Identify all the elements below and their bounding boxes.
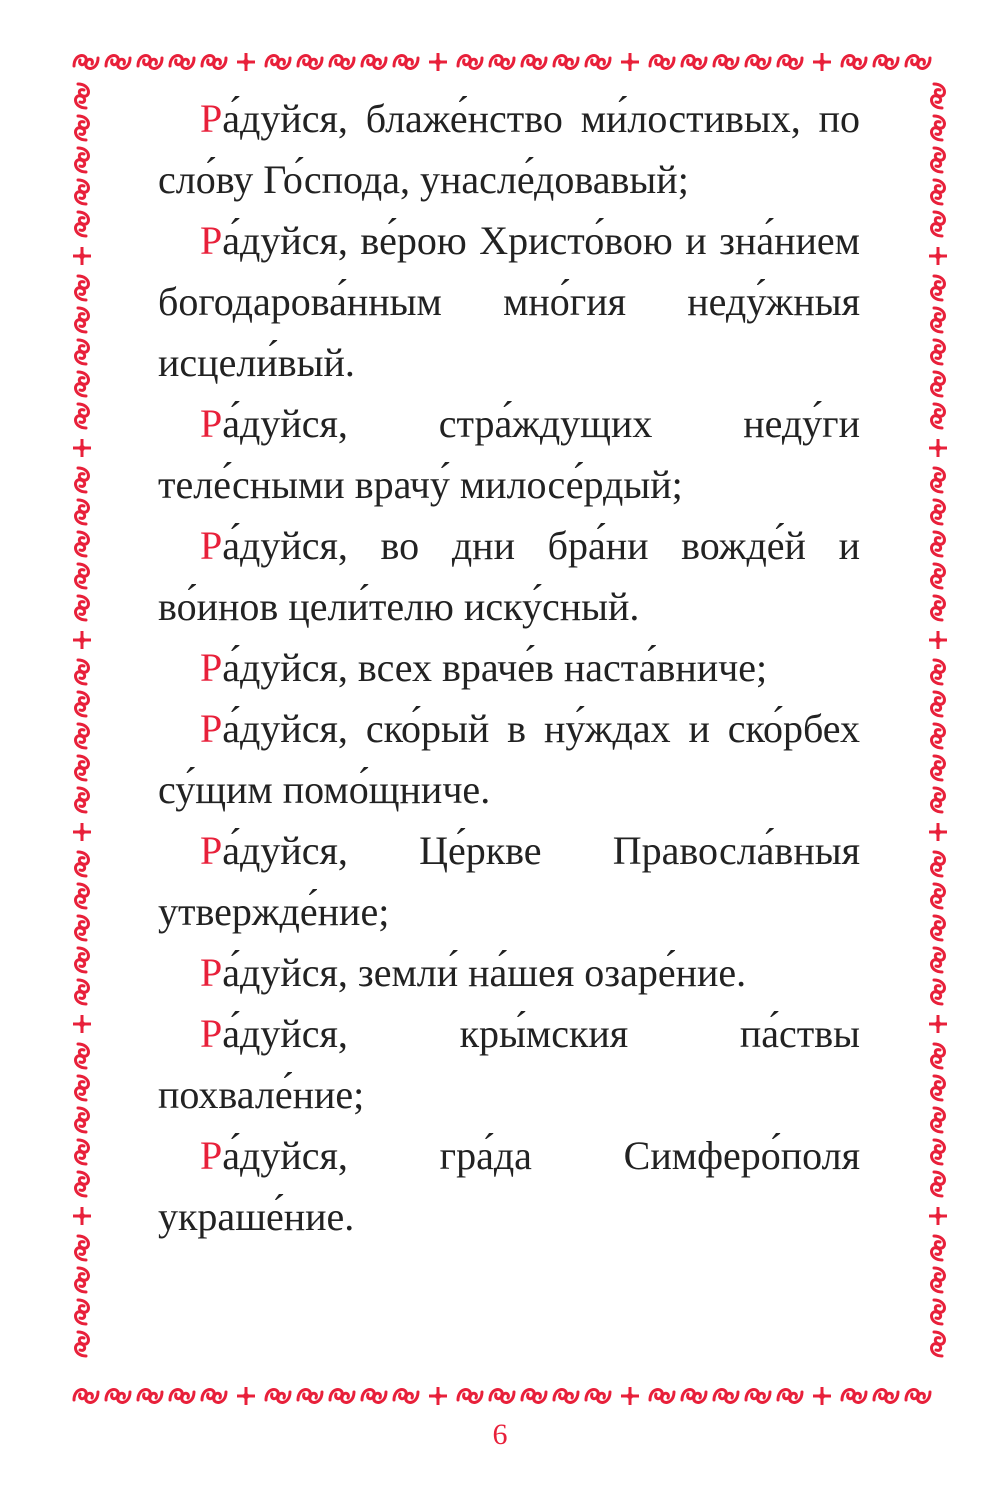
- ornament-motif: [138, 1390, 162, 1403]
- red-initial: Р: [200, 218, 223, 263]
- ornament-motif: [932, 1108, 945, 1132]
- ornament-motif: [76, 1236, 89, 1260]
- ornament-motif: [266, 56, 290, 69]
- ornament-motif: [76, 948, 89, 972]
- red-initial: Р: [200, 706, 223, 751]
- ornament-motif: [586, 1390, 610, 1403]
- ornament-motif: [76, 1108, 89, 1132]
- ornament-motif: [932, 564, 945, 588]
- verse-4: [158, 515, 860, 637]
- ornament-motif: [682, 1390, 706, 1403]
- ornament-motif: [76, 276, 89, 300]
- verse-1: [158, 88, 860, 210]
- ornament-motif: [170, 1390, 194, 1403]
- ornament-motif: [932, 756, 945, 780]
- ornament-motif: [237, 1387, 255, 1405]
- prayer-text: [158, 88, 860, 1247]
- ornament-motif: [394, 1390, 418, 1403]
- ornament-motif: [73, 439, 91, 457]
- ornament-motif: [429, 53, 447, 71]
- ornament-motif: [932, 116, 945, 140]
- ornament-motif: [932, 1268, 945, 1292]
- ornament-motif: [932, 372, 945, 396]
- ornament-motif: [554, 1390, 578, 1403]
- ornament-motif: [621, 1387, 639, 1405]
- ornament-motif: [932, 1076, 945, 1100]
- ornament-motif: [490, 1390, 514, 1403]
- ornament-motif: [76, 724, 89, 748]
- page-number: 6: [492, 1418, 508, 1451]
- ornament-motif: [76, 372, 89, 396]
- verse-5: [158, 637, 860, 698]
- ornament-motif: [932, 308, 945, 332]
- ornament-motif: [932, 340, 945, 364]
- ornament-motif: [76, 788, 89, 812]
- ornament-motif: [932, 1172, 945, 1196]
- ornament-motif: [621, 53, 639, 71]
- ornament-motif: [932, 500, 945, 524]
- ornament-motif: [76, 404, 89, 428]
- ornament-motif: [522, 56, 546, 69]
- ornament-motif: [932, 884, 945, 908]
- verse-8: [158, 942, 860, 1003]
- ornament-motif: [932, 1332, 945, 1356]
- ornament-motif: [76, 660, 89, 684]
- verse-text: а́дуйся, стра́ждущих неду́ги теле́сными врачу́ милосе́рдый;: [158, 401, 860, 507]
- red-initial: Р: [200, 96, 223, 141]
- ornament-motif: [76, 308, 89, 332]
- ornament-motif: [458, 1390, 482, 1403]
- ornament-motif: [76, 148, 89, 172]
- ornament-motif: [429, 1387, 447, 1405]
- ornament-motif: [932, 84, 945, 108]
- ornament-motif: [330, 56, 354, 69]
- ornament-motif: [929, 439, 947, 457]
- ornament-motif: [932, 1300, 945, 1324]
- ornament-motif: [842, 1390, 866, 1403]
- ornament-motif: [76, 84, 89, 108]
- ornament-motif: [76, 756, 89, 780]
- ornament-motif: [76, 1172, 89, 1196]
- verse-text: а́дуйся, гра́да Симферо́поля украше́ние.: [158, 1133, 860, 1239]
- ornament-motif: [298, 1390, 322, 1403]
- verse-text: а́дуйся, ско́рый в ну́ждах и ско́рбех су́щим помо́щниче.: [158, 706, 860, 812]
- ornament-motif: [932, 692, 945, 716]
- red-initial: Р: [200, 828, 223, 873]
- ornament-motif: [76, 212, 89, 236]
- ornament-motif: [76, 1044, 89, 1068]
- ornament-motif: [76, 468, 89, 492]
- red-initial: Р: [200, 645, 223, 690]
- red-initial: Р: [200, 950, 223, 995]
- ornament-motif: [932, 212, 945, 236]
- ornament-motif: [932, 724, 945, 748]
- ornament-motif: [682, 56, 706, 69]
- ornament-motif: [714, 1390, 738, 1403]
- ornament-motif: [813, 53, 831, 71]
- ornament-motif: [76, 884, 89, 908]
- ornament-motif: [746, 1390, 770, 1403]
- ornament-motif: [362, 56, 386, 69]
- ornament-motif: [76, 340, 89, 364]
- ornament-motif: [76, 1332, 89, 1356]
- ornament-motif: [932, 916, 945, 940]
- red-initial: Р: [200, 1011, 223, 1056]
- ornament-motif: [76, 1076, 89, 1100]
- ornament-motif: [266, 1390, 290, 1403]
- ornament-motif: [842, 56, 866, 69]
- ornament-motif: [362, 1390, 386, 1403]
- ornament-motif: [522, 1390, 546, 1403]
- ornament-motif: [73, 1015, 91, 1033]
- ornament-motif: [76, 916, 89, 940]
- ornament-motif: [73, 1207, 91, 1225]
- ornament-motif: [76, 564, 89, 588]
- ornament-motif: [932, 660, 945, 684]
- verse-2: [158, 210, 860, 393]
- ornament-motif: [932, 948, 945, 972]
- ornament-motif: [554, 56, 578, 69]
- ornament-motif: [929, 1207, 947, 1225]
- ornament-motif: [874, 1390, 898, 1403]
- ornament-motif: [76, 692, 89, 716]
- ornament-motif: [170, 56, 194, 69]
- ornament-motif: [74, 1390, 98, 1403]
- verse-text: а́дуйся, кры́мския па́ствы похвале́ние;: [158, 1011, 860, 1117]
- ornament-motif: [813, 1387, 831, 1405]
- ornament-motif: [714, 56, 738, 69]
- ornament-motif: [76, 852, 89, 876]
- ornament-motif: [932, 1140, 945, 1164]
- ornament-motif: [330, 1390, 354, 1403]
- ornament-motif: [650, 56, 674, 69]
- ornament-motif: [778, 56, 802, 69]
- ornament-motif: [76, 116, 89, 140]
- ornament-motif: [106, 1390, 130, 1403]
- ornament-motif: [932, 276, 945, 300]
- ornament-motif: [746, 56, 770, 69]
- verse-text: а́дуйся, во дни бра́ни вожде́й и во́инов цели́телю иску́сный.: [158, 523, 860, 629]
- ornament-motif: [932, 180, 945, 204]
- verse-7: [158, 820, 860, 942]
- ornament-motif: [237, 53, 255, 71]
- ornament-motif: [906, 56, 930, 69]
- ornament-motif: [74, 56, 98, 69]
- ornament-motif: [929, 631, 947, 649]
- ornament-motif: [932, 468, 945, 492]
- verse-text: а́дуйся, Це́ркве Правосла́вныя утвержде́ние;: [158, 828, 860, 934]
- ornament-motif: [138, 56, 162, 69]
- red-initial: Р: [200, 523, 223, 568]
- ornament-motif: [73, 823, 91, 841]
- ornament-motif: [458, 56, 482, 69]
- ornament-motif: [106, 56, 130, 69]
- ornament-motif: [76, 1300, 89, 1324]
- ornament-motif: [932, 532, 945, 556]
- verse-text: а́дуйся, всех враче́в наста́вниче;: [222, 645, 768, 690]
- ornament-motif: [932, 788, 945, 812]
- ornament-motif: [76, 500, 89, 524]
- ornament-motif: [76, 180, 89, 204]
- ornament-motif: [932, 1044, 945, 1068]
- verse-text: а́дуйся, блаже́нство ми́лостивых, по сло́ву Го́спода, унасле́довавый;: [158, 96, 860, 202]
- ornament-motif: [202, 1390, 226, 1403]
- ornament-motif: [586, 56, 610, 69]
- ornament-motif: [76, 980, 89, 1004]
- ornament-motif: [394, 56, 418, 69]
- ornament-motif: [76, 532, 89, 556]
- ornament-motif: [932, 404, 945, 428]
- ornament-motif: [298, 56, 322, 69]
- ornament-motif: [929, 1015, 947, 1033]
- verse-3: [158, 393, 860, 515]
- ornament-motif: [906, 1390, 930, 1403]
- ornament-motif: [76, 596, 89, 620]
- verse-9: [158, 1003, 860, 1125]
- ornament-motif: [929, 823, 947, 841]
- ornament-motif: [932, 1236, 945, 1260]
- ornament-motif: [778, 1390, 802, 1403]
- ornament-motif: [490, 56, 514, 69]
- ornament-motif: [76, 1140, 89, 1164]
- ornament-motif: [202, 56, 226, 69]
- ornament-motif: [76, 1268, 89, 1292]
- ornament-motif: [932, 852, 945, 876]
- verse-text: а́дуйся, земли́ на́шея озаре́ние.: [222, 950, 747, 995]
- ornament-motif: [929, 247, 947, 265]
- ornament-motif: [874, 56, 898, 69]
- red-initial: Р: [200, 1133, 223, 1178]
- ornament-motif: [73, 247, 91, 265]
- verse-6: [158, 698, 860, 820]
- verse-10: [158, 1125, 860, 1247]
- ornament-motif: [932, 148, 945, 172]
- red-initial: Р: [200, 401, 223, 446]
- verse-text: а́дуйся, ве́рою Христо́вою и зна́нием богодарова́нным мно́гия неду́жныя исцели́вый.: [158, 218, 860, 385]
- ornament-motif: [73, 631, 91, 649]
- ornament-motif: [932, 596, 945, 620]
- ornament-motif: [932, 980, 945, 1004]
- ornament-motif: [650, 1390, 674, 1403]
